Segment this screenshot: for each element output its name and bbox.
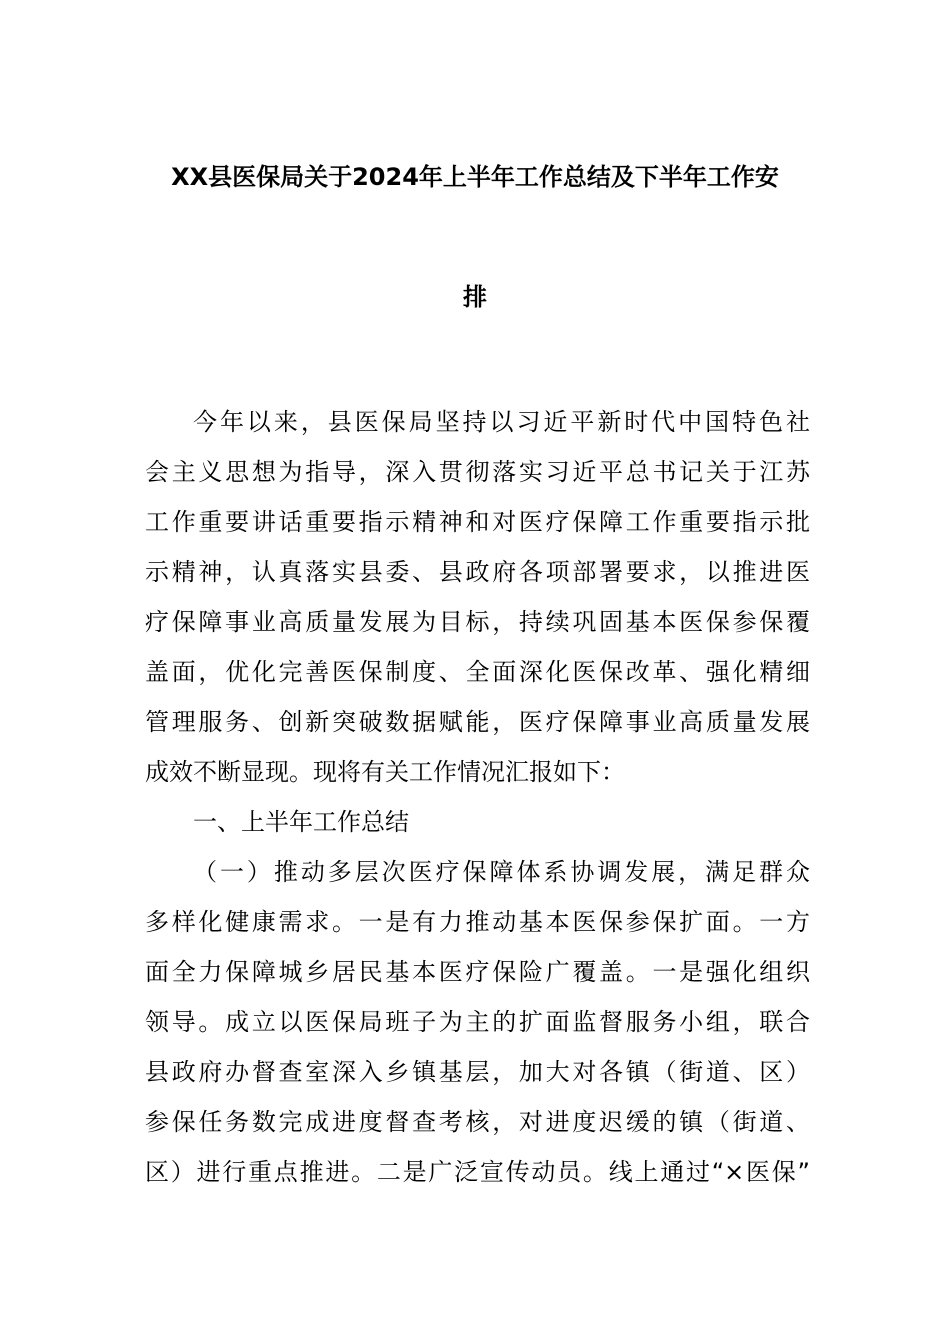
paragraph-1-line-5: 疗保障事业高质量发展为目标，持续巩固基本医保参保覆 <box>145 608 810 636</box>
paragraph-3-line-1: （一）推动多层次医疗保障体系协调发展，满足群众 <box>193 858 810 886</box>
paragraph-3-line-2: 多样化健康需求。一是有力推动基本医保参保扩面。一方 <box>145 908 810 936</box>
paragraph-1-line-6: 盖面，优化完善医保制度、全面深化医保改革、强化精细 <box>145 658 810 686</box>
document-title-line-2: 排 <box>463 283 487 311</box>
paragraph-1-line-2: 会主义思想为指导，深入贯彻落实习近平总书记关于江苏 <box>145 458 810 486</box>
section-heading-1: 一、上半年工作总结 <box>193 808 409 836</box>
paragraph-3-line-7: 区）进行重点推进。二是广泛宣传动员。线上通过“×医保” <box>145 1158 810 1186</box>
paragraph-1-line-3: 工作重要讲话重要指示精神和对医疗保障工作重要指示批 <box>145 508 810 536</box>
document-title-line-1: XX县医保局关于2024年上半年工作总结及下半年工作安 <box>171 163 779 191</box>
paragraph-1-line-1: 今年以来，县医保局坚持以习近平新时代中国特色社 <box>193 408 810 436</box>
paragraph-3-line-5: 县政府办督查室深入乡镇基层，加大对各镇（街道、区） <box>145 1058 810 1086</box>
paragraph-3-line-6: 参保任务数完成进度督查考核，对进度迟缓的镇（街道、 <box>145 1108 810 1136</box>
paragraph-3-line-3: 面全力保障城乡居民基本医疗保险广覆盖。一是强化组织 <box>145 958 810 986</box>
paragraph-1-line-4: 示精神，认真落实县委、县政府各项部署要求，以推进医 <box>145 558 810 586</box>
paragraph-3-line-4: 领导。成立以医保局班子为主的扩面监督服务小组，联合 <box>145 1008 810 1036</box>
paragraph-1-line-7: 管理服务、创新突破数据赋能，医疗保障事业高质量发展 <box>145 708 810 736</box>
paragraph-1-line-8: 成效不断显现。现将有关工作情况汇报如下： <box>145 758 625 786</box>
